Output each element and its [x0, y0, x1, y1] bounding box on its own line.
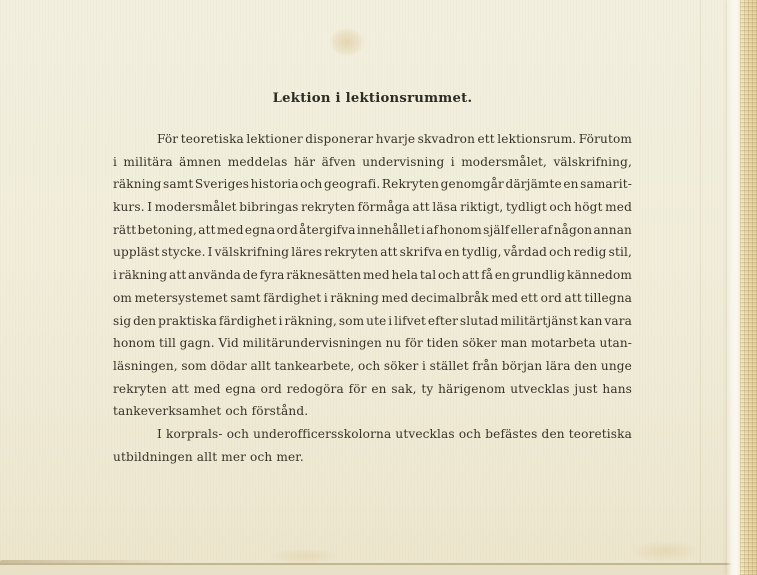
page-title: Lektion i lektionsrummet. — [272, 91, 473, 106]
text-line: I korprals- och underofficersskolorna utvecklas och befästes den teoretiska — [157, 426, 632, 441]
text-line: om metersystemet samt färdighet i räkning med decimalbråk med ett ord att tillegna — [113, 290, 632, 305]
text-line: kurs. I modersmålet bibringas rekryten förmåga att läsa riktigt, tydligt och högt med — [113, 200, 632, 215]
text-line: i räkning att använda de fyra räknesätten med hela tal och att få en grundlig kännedom — [113, 268, 632, 283]
page-edge-highlight — [727, 0, 741, 575]
text-line: uppläst stycke. I välskrifning läres rekryten att skrifva en tydlig, vårdad och redig stil, — [113, 245, 632, 260]
book-binding-cloth — [740, 0, 757, 575]
text-line: honom till gagn. Vid militärundervisningen nu för tiden söker man motarbeta utan- — [113, 336, 632, 351]
page-bottom-edge — [0, 563, 740, 575]
foxing-stain — [270, 548, 340, 564]
text-line: För teoretiska lektioner disponerar hvarje skvadron ett lektionsrum. Förutom — [157, 132, 632, 146]
page-crease — [700, 0, 701, 575]
text-block — [113, 128, 632, 468]
text-line: räkning samt Sveriges historia och geografi. Rekryten genomgår därjämte en samarit- — [113, 177, 632, 192]
text-line: utbildningen allt mer och mer. — [113, 449, 304, 464]
foxing-stain — [630, 540, 700, 562]
text-line: rätt betoning, att med egna ord återgifva innehållet i af honom själf eller af någon annan — [113, 222, 632, 237]
text-line: i militära ämnen meddelas här äfven undervisning i modersmålet, välskrifning, — [113, 154, 632, 169]
text-line: sig den praktiska färdighet i räkning, som ute i lifvet efter slutad militärtjänst kan vara — [113, 313, 632, 328]
text-line: tankeverksamhet och förstånd. — [113, 404, 309, 419]
foxing-stain — [330, 28, 364, 56]
text-line: rekryten att med egna ord redogöra för en sak, ty härigenom utvecklas just hans — [113, 381, 632, 396]
text-line: läsningen, som dödar allt tankearbete, och söker i stället från början lära den unge — [113, 358, 632, 373]
